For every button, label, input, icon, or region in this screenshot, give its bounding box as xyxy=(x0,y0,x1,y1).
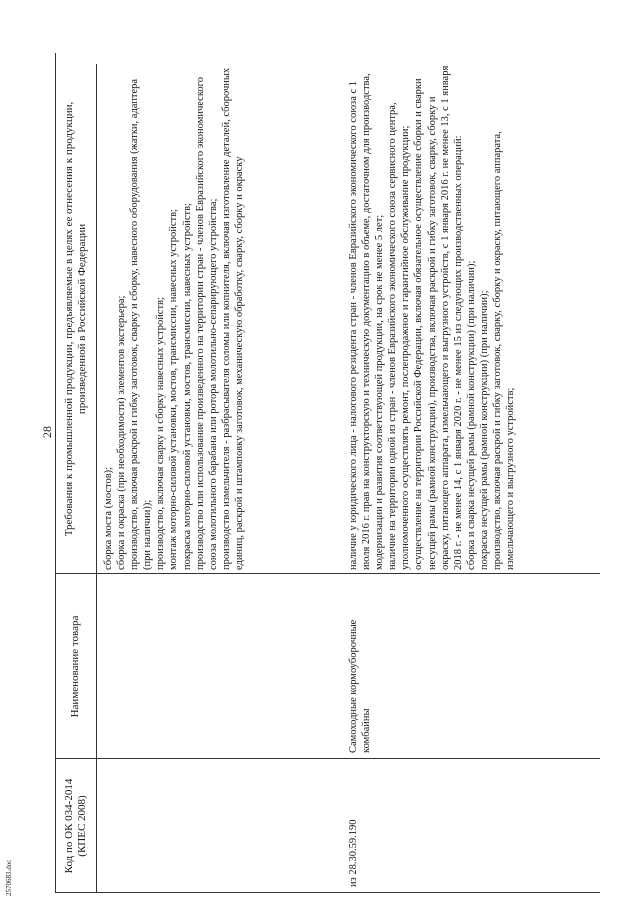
header-requirements: Требования к промышленной продукции, предъявляемые в целях ее отнесения к продукции, произведенной в Российской Федерации xyxy=(55,64,97,574)
requirement-line: сборка и окраска (при необходимости) элементов экстерьера; xyxy=(116,295,128,570)
requirement-line: производство, включая сварку и сборку навесных устройств; xyxy=(155,297,167,570)
header-name: Наименование товара xyxy=(55,574,97,759)
requirements-table xyxy=(55,53,600,893)
column-divider-2 xyxy=(55,573,600,574)
requirement-line: наличие на территории одной из стран - членов Евразийского экономического союза сервисного центра, уполномоченного осуществлять ремонт, послепродажное и гарантийное обслуживание продукции; xyxy=(387,102,412,570)
requirement-line: осуществление на территории Российской Федерации, включая обязательное осуществление сборки и сварки несущей рамы (рамной конструкции), производства, включая раскрой и гибку заготовок, сварку, сборку и окраску, питающего аппарата, измельчающего и выгрузного устройств, с 1 января 2016 г. не менее 13, с 1 января 2018 г. - не менее 14, с 1 января 2020 г. - не менее 15 из следующих производственных операций: xyxy=(413,65,464,570)
requirement-line: сборка моста (мостов); xyxy=(103,466,114,570)
footer-filename: 2570683.doc xyxy=(5,859,13,896)
page-number: 28 xyxy=(40,426,54,438)
row-code: из 28.30.59.190 xyxy=(348,819,359,887)
requirement-line: монтаж моторно-силовой установки, мостов, трансмиссии, навесных устройств; xyxy=(168,209,180,570)
column-divider-1 xyxy=(55,758,600,759)
header-code: Код по ОК 034-2014 (КПЕС 2008) xyxy=(55,759,97,893)
requirement-line: сборка и сварка несущей рамы (рамной конструкции) (при наличии); xyxy=(465,260,477,570)
requirement-line: покраска моторно-силовой установки, мостов, трансмиссии, навесных устройств; xyxy=(181,203,193,570)
table-row xyxy=(102,65,246,570)
requirement-line: производство, включая раскрой и гибку заготовок, сварку и сборку, навесного оборудования (жатки, адаптера (при наличии)); xyxy=(129,78,154,570)
requirement-line: наличие у юридического лица - налогового резидента стран - членов Евразийского экономического союза с 1 июля 2016 г. прав на конструкторскую и техническую документацию в объеме, достаточном для производства, модернизации и развития соответствующей продукции, на срок не менее 5 лет; xyxy=(348,73,386,570)
table-left-border xyxy=(55,892,600,893)
row-product-name: Самоходные кормоуборочные комбайны xyxy=(348,619,373,753)
requirement-line: производство, включая раскрой и гибку заготовок, сварку, сборку и окраску, питающего аппарата, измельчающего и выгрузного устройств; xyxy=(492,131,517,570)
requirement-line: производство или использование произведенного на территории стран - членов Евразийского экономического союза молотильного барабана или ротора молотильно-сепарирующего устройства; xyxy=(194,77,219,570)
requirement-line: покраска несущей рамы (рамной конструкции) (при наличии); xyxy=(478,290,490,570)
requirement-line: производство измельчителя - разбрасывателя соломы или копнителя, включая изготовление деталей, сборочных единиц, раскрой и штамповку заготовок, механическую обработку, сварку, сборку и окраску xyxy=(220,67,245,570)
table-row xyxy=(347,65,517,570)
